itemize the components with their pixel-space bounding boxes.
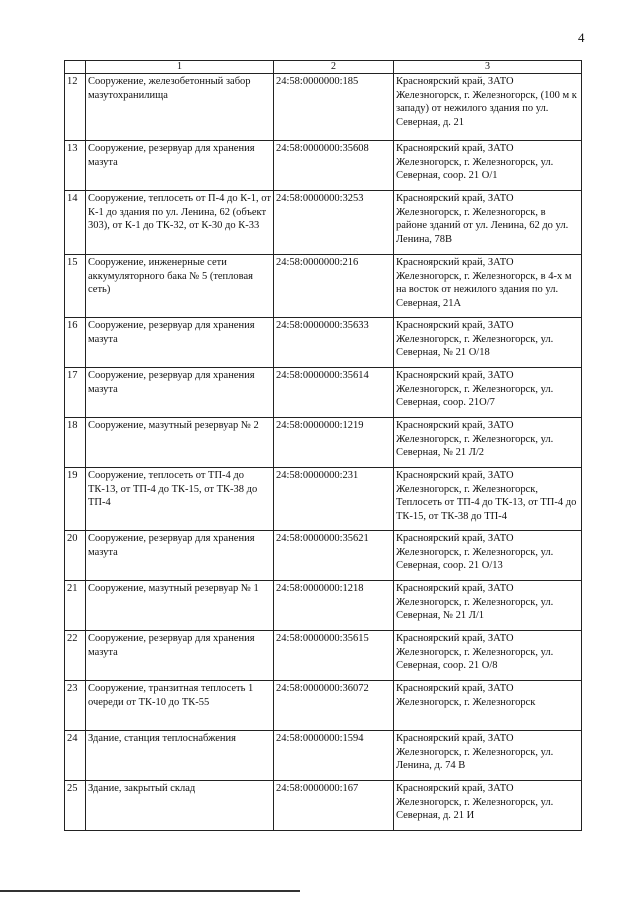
- object-address: Красноярский край, ЗАТО Железногорск, г. Железногорск, в 4-х м на восток от нежилого здания по ул. Северная, 21А: [394, 255, 582, 318]
- header-col-1: 1: [86, 61, 274, 74]
- object-address: Красноярский край, ЗАТО Железногорск, г. Железногорск, в районе зданий от ул. Ленина, 62 до ул. Ленина, 78В: [394, 191, 582, 255]
- cadastral-number: 24:58:0000000:1594: [274, 731, 394, 781]
- object-name: Здание, закрытый склад: [86, 781, 274, 831]
- object-address: Красноярский край, ЗАТО Железногорск, г. Железногорск, ул. Северная, № 21 Л/1: [394, 581, 582, 631]
- object-name: Сооружение, резервуар для хранения мазута: [86, 141, 274, 191]
- property-table: [64, 60, 582, 831]
- table-row: [65, 631, 582, 681]
- table-row: [65, 255, 582, 318]
- object-name: Сооружение, резервуар для хранения мазута: [86, 368, 274, 418]
- table-row: [65, 318, 582, 368]
- table-row: [65, 731, 582, 781]
- table-header-row: [65, 61, 582, 74]
- row-number: 12: [65, 74, 86, 141]
- table-row: [65, 468, 582, 531]
- table-row: [65, 531, 582, 581]
- row-number: 23: [65, 681, 86, 731]
- row-number: 22: [65, 631, 86, 681]
- object-name: Сооружение, резервуар для хранения мазута: [86, 531, 274, 581]
- object-name: Сооружение, резервуар для хранения мазута: [86, 318, 274, 368]
- table-row: [65, 191, 582, 255]
- object-address: Красноярский край, ЗАТО Железногорск, г. Железногорск, ул. Северная, № 21 О/18: [394, 318, 582, 368]
- object-name: Сооружение, железобетонный забор мазутохранилища: [86, 74, 274, 141]
- cadastral-number: 24:58:0000000:167: [274, 781, 394, 831]
- cadastral-number: 24:58:0000000:35621: [274, 531, 394, 581]
- row-number: 19: [65, 468, 86, 531]
- object-address: Красноярский край, ЗАТО Железногорск, г. Железногорск, ул. Ленина, д. 74 В: [394, 731, 582, 781]
- object-name: Сооружение, мазутный резервуар № 2: [86, 418, 274, 468]
- object-address: Красноярский край, ЗАТО Железногорск, г. Железногорск: [394, 681, 582, 731]
- object-address: Красноярский край, ЗАТО Железногорск, г. Железногорск, ул. Северная, № 21 Л/2: [394, 418, 582, 468]
- object-name: Здание, станция теплоснабжения: [86, 731, 274, 781]
- object-name: Сооружение, теплосеть от ТП-4 до ТК-13, от ТП-4 до ТК-15, от ТК-38 до ТП-4: [86, 468, 274, 531]
- header-num: [65, 61, 86, 74]
- row-number: 13: [65, 141, 86, 191]
- cadastral-number: 24:58:0000000:35608: [274, 141, 394, 191]
- header-col-3: 3: [394, 61, 582, 74]
- cadastral-number: 24:58:0000000:35615: [274, 631, 394, 681]
- object-name: Сооружение, инженерные сети аккумуляторного бака № 5 (тепловая сеть): [86, 255, 274, 318]
- table-row: [65, 781, 582, 831]
- table-row: [65, 74, 582, 141]
- object-address: Красноярский край, ЗАТО Железногорск, г. Железногорск, ул. Северная, соор. 21 О/8: [394, 631, 582, 681]
- cadastral-number: 24:58:0000000:231: [274, 468, 394, 531]
- object-name: Сооружение, теплосеть от П-4 до К-1, от К-1 до здания по ул. Ленина, 62 (объект 303), от К-1 до ТК-32, от К-30 до К-33: [86, 191, 274, 255]
- object-name: Сооружение, транзитная теплосеть 1 очереди от ТК-10 до ТК-55: [86, 681, 274, 731]
- object-address: Красноярский край, ЗАТО Железногорск, г. Железногорск, Теплосеть от ТП-4 до ТК-13, от ТП-4 до ТК-15, от ТК-38 до ТП-4: [394, 468, 582, 531]
- cadastral-number: 24:58:0000000:1218: [274, 581, 394, 631]
- table-row: [65, 141, 582, 191]
- cadastral-number: 24:58:0000000:35614: [274, 368, 394, 418]
- row-number: 20: [65, 531, 86, 581]
- row-number: 14: [65, 191, 86, 255]
- cadastral-number: 24:58:0000000:35633: [274, 318, 394, 368]
- row-number: 15: [65, 255, 86, 318]
- row-number: 21: [65, 581, 86, 631]
- cadastral-number: 24:58:0000000:3253: [274, 191, 394, 255]
- table-row: [65, 681, 582, 731]
- object-address: Красноярский край, ЗАТО Железногорск, г. Железногорск, ул. Северная, соор. 21 О/1: [394, 141, 582, 191]
- page-number: 4: [578, 30, 585, 45]
- row-number: 24: [65, 731, 86, 781]
- cadastral-number: 24:58:0000000:216: [274, 255, 394, 318]
- bottom-divider: [0, 890, 300, 892]
- cadastral-number: 24:58:0000000:1219: [274, 418, 394, 468]
- object-address: Красноярский край, ЗАТО Железногорск, г. Железногорск, ул. Северная, соор. 21О/7: [394, 368, 582, 418]
- table-row: [65, 581, 582, 631]
- header-col-2: 2: [274, 61, 394, 74]
- row-number: 18: [65, 418, 86, 468]
- object-name: Сооружение, резервуар для хранения мазута: [86, 631, 274, 681]
- object-address: Красноярский край, ЗАТО Железногорск, г. Железногорск, ул. Северная, д. 21 И: [394, 781, 582, 831]
- table-row: [65, 418, 582, 468]
- object-name: Сооружение, мазутный резервуар № 1: [86, 581, 274, 631]
- object-address: Красноярский край, ЗАТО Железногорск, г. Железногорск, (100 м к западу) от нежилого здания по ул. Северная, д. 21: [394, 74, 582, 141]
- cadastral-number: 24:58:0000000:36072: [274, 681, 394, 731]
- row-number: 16: [65, 318, 86, 368]
- table-row: [65, 368, 582, 418]
- cadastral-number: 24:58:0000000:185: [274, 74, 394, 141]
- row-number: 17: [65, 368, 86, 418]
- object-address: Красноярский край, ЗАТО Железногорск, г. Железногорск, ул. Северная, соор. 21 О/13: [394, 531, 582, 581]
- row-number: 25: [65, 781, 86, 831]
